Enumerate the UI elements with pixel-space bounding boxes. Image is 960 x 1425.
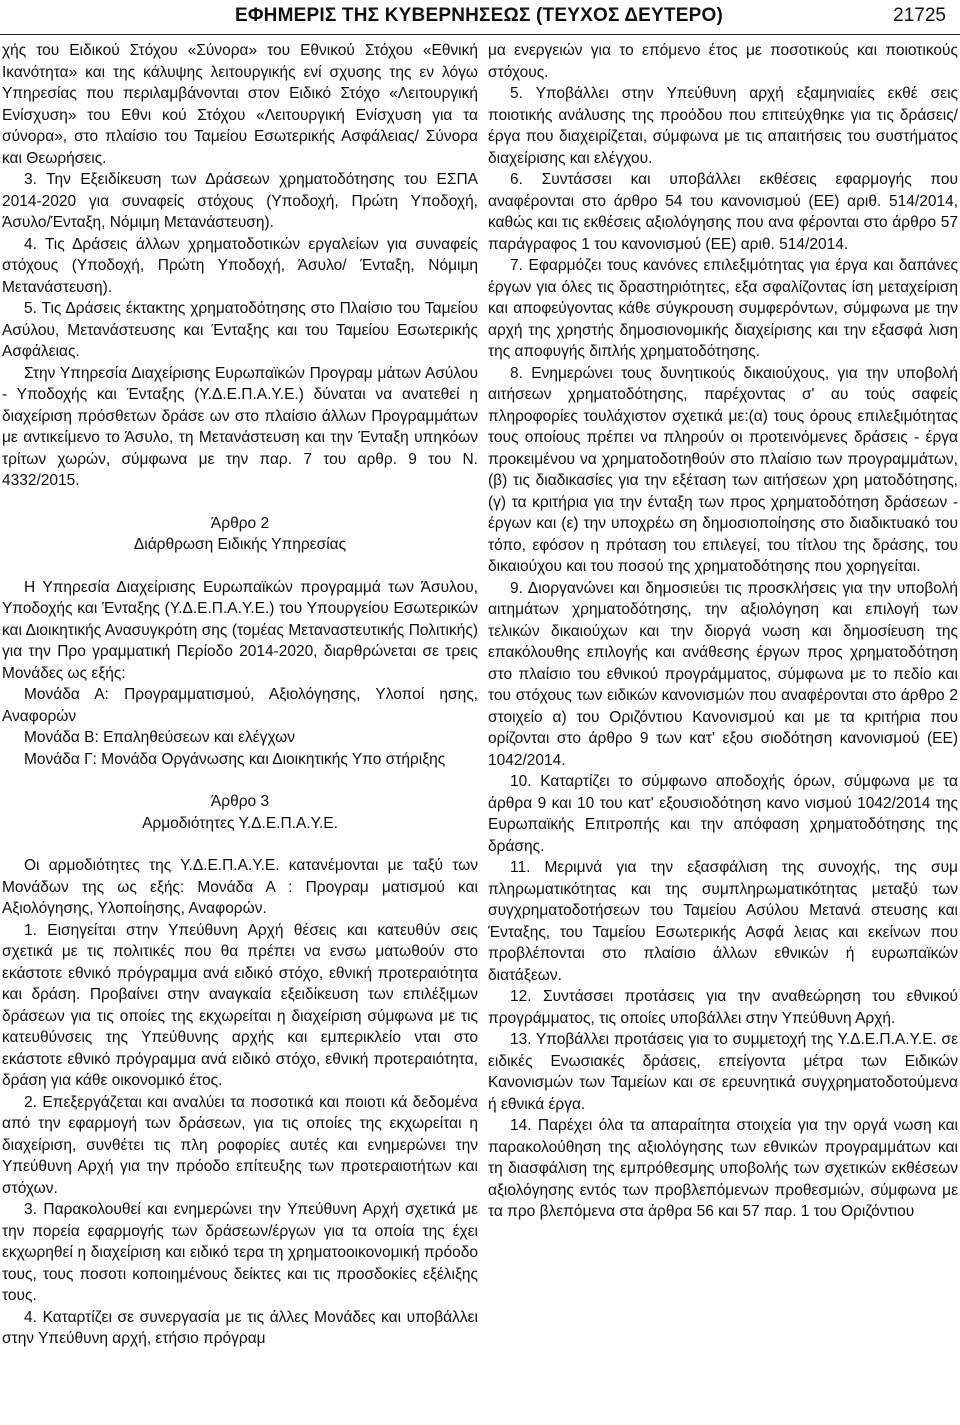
paragraph: 3. Την Εξειδίκευση των Δράσεων χρηματοδότησης του ΕΣΠΑ 2014-2020 για συναφείς στόχους (Υποδοχή, Πρώτη Υποδοχή, Άσυλο/Ένταξη, Νόμιμη Μετανάστευση). [2,171,478,231]
paragraph: 6. Συντάσσει και υποβάλλει εκθέσεις εφαρμογής που αναφέρονται στο άρθρο 54 του κανονισμού (ΕΕ) αριθ. 514/2014, καθώς και τις εκθέσεις αξιολόγησης που ανα φέρονται στο άρθρο 57 παράγραφος 1 του κανονισμού (ΕΕ) αριθ. 514/2014. [488,171,958,253]
paragraph: 12. Συντάσσει προτάσεις για την αναθεώρηση του εθνικού προγράμματος, τις οποίες υποβάλλει στην Υπεύθυνη Αρχή. [488,988,958,1027]
paragraph: 14. Παρέχει όλα τα απαραίτητα στοιχεία για την οργά νωση και παρακολούθηση της αξιολόγησης των εθνικών προγραμμάτων και τη διασφάλιση της εμπρόθεσμης υποβολής των σχετικών εκθέσεων αξιολόγησης εντός των προβλεπόμενων προθεσμιών, σύμφωνα με τα προ βλεπόμενα στα άρθρα 56 και 57 παρ. 1 του Οριζόντιου [488,1117,958,1220]
page-header [0,0,960,34]
paragraph: 4. Τις Δράσεις άλλων χρηματοδοτικών εργαλείων για συναφείς στόχους (Υποδοχή, Πρώτη Υποδοχή, Άσυλο/ Ένταξη, Νόμιμη Μετανάστευση). [2,235,478,296]
paragraph: 8. Ενημερώνει τους δυνητικούς δικαιούχους, για την υποβολή αιτήσεων χρηματοδότησης, παρέχοντας σ' αυ τούς σαφείς πληροφορίες τουλάχιστον σχετικά με:(α) τους όρους επιλεξιμότητας τους οποίους πρέπει να πληρούν οι προτεινόμενες δράσεις - έργα προκειμένου να χρηματοδοτηθούν στο πλαίσιο των προγραμμάτων, (β) τις διαδικασίες για την εξέταση των αιτήσεων χρη ματοδότησης, (γ) τα κριτήρια για την ένταξη των προς χρηματοδότηση δράσεων - έργων και (ε) την υποχρέω ση δημοσιοποίησης στο διαδικτυακό του τόπο, εφόσον η πρόταση του επιλεγεί, του τίτλου της δράσης, του δικαιούχου και του ποσού της χρηματοδότησης που χορηγείται. [488,364,958,575]
header-rule [0,34,960,35]
article-2-subtitle: Διάρθρωση Ειδικής Υπηρεσίας [133,536,347,553]
paragraph: Στην Υπηρεσία Διαχείρισης Ευρωπαϊκών Προγραμ μάτων Ασύλου - Υποδοχής και Ένταξης (Υ.Δ.Ε.Π.Α.Υ.Ε.) δύναται να ανατεθεί η διαχείριση πρόσθετων δράσε ων στο πλαίσιο άλλων Προγραμμάτων με αντικείμενο το Άσυλο, τη Μετανάστευση και την Ένταξη υπηκόων τρίτων χωρών, σύμφωνα με την παρ. 7 του αρθρ. 9 του Ν. 4332/2015. [2,364,478,489]
paragraph: 10. Καταρτίζει το σύμφωνο αποδοχής όρων, σύμφωνα με τα άρθρα 9 και 10 του κατ' εξουσιοδότηση κανο νισμού 1042/2014 της Ευρωπαϊκής Επιτροπής και την απόφαση χρηματοδότησης της δράσης. [488,773,958,855]
article-3-title: Άρθρο 3 [210,793,270,810]
paragraph: 11. Μεριμνά για την εξασφάλιση της συνοχής, της συμ πληρωματικότητας και της συμπληρωματικότητας μεταξύ των συγχρηματοδοτήσεων του Ταμείου Ασύλου Μετανά στευσης και Ένταξης, του Ταμείου Εσωτερικής Ασφά λειας και εκείνων που προβλέπονται στο πλαίσιο άλλων εθνικών ή ευρωπαϊκών διατάξεων. [488,859,958,984]
left-column [2,40,478,1350]
paragraph: μα ενεργειών για το επόμενο έτος με ποσοτικούς και ποιοτικούς στόχους. [488,42,958,81]
paragraph: 7. Εφαρμόζει τους κανόνες επιλεξιμότητας για έργα και δαπάνες έργων για όλες τις δραστηριότητες, εξα σφαλίζοντας ίση μεταχείριση και αποφεύγοντας κάθε σύγκρουση συμφερόντων, σύμφωνα με την αρχή της χρηστής δημοσιονομικής διαχείρισης και την εξασφά λιση της αποφυγής διπλής χρηματοδότησης. [488,257,958,360]
paragraph: Μονάδα Γ: Μονάδα Οργάνωσης και Διοικητικής Υπο στήριξης [24,750,446,768]
right-column [488,40,958,1223]
paragraph: 5. Τις Δράσεις έκτακτης χρηματοδότησης στο Πλαίσιο του Ταμείου Ασύλου, Μετανάστευσης και Ένταξης και του Ταμείου Εσωτερικής Ασφάλειας. [2,300,478,360]
gazette-title: ΕΦΗΜΕΡΙΣ ΤΗΣ ΚΥΒΕΡΝΗΣΕΩΣ (ΤΕΥΧΟΣ ΔΕΥΤΕΡΟ) [235,5,723,26]
article-3-subtitle: Αρμοδιότητες Υ.Δ.Ε.Π.Α.Υ.Ε. [142,814,338,832]
paragraph: χής του Ειδικού Στόχου «Σύνορα» του Εθνικού Στόχου «Εθνική Ικανότητα» και της κάλυψης λειτουργικής ενί σχυσης της εν λόγω Υπηρεσίας που περιλαμβάνονται στον Ειδικό Στόχο «Λειτουργική Ενίσχυση» του Εθνι κού Στόχου «Λειτουργική Ενίσχυση για τα σύνορα», στο πλαίσιο του Ταμείου Εσωτερικής Ασφάλειας/ Σύνορα και Θεωρήσεις. [2,42,478,167]
paragraph: Οι αρμοδιότητες της Υ.Δ.Ε.Π.Α.Υ.Ε. κατανέμονται με ταξύ των Μονάδων της ως εξής: Μονάδα Α : Προγραμ ματισμού και Αξιολόγησης, Υλοποίησης, Αναφορών. [2,857,478,917]
page-number: 21725 [893,5,946,26]
paragraph: 3. Παρακολουθεί και ενημερώνει την Υπεύθυνη Αρχή σχετικά με την πορεία εφαρμογής των δράσεων/έργων για τα οποία της έχει εκχωρηθεί η διαχείριση και ειδικό τερα τη χρηματοοικονομική πρόοδο τους, τους ποσοτι κοποιημένους δείκτες και τις προσδοκίες εξέλιξης τους. [2,1201,478,1304]
paragraph: 2. Επεξεργάζεται και αναλύει τα ποσοτικά και ποιοτι κά δεδομένα από την εφαρμογή των δράσεων, για τις οποίες της εκχωρείται η διαχείριση, συνθέτει τις πλη ροφορίες αυτές και ενημερώνει την Υπεύθυνη Αρχή για την πρόοδο επίτευξης των προτεραιοτήτων και στόχων. [2,1093,478,1197]
article-2-title: Άρθρο 2 [210,514,270,532]
paragraph: Η Υπηρεσία Διαχείρισης Ευρωπαϊκών προγραμμά των Άσυλου, Υποδοχής και Ένταξης (Υ.Δ.Ε.Π.Α.Υ.Ε.) του Υπουργείου Εσωτερικών και Διοικητικής Ανασυγκρότη σης (τομέας Μεταναστευτικής Πολιτικής) για την Προ γραμματική Περίοδο 2014-2020, διαρθρώνεται σε τρεις Μονάδες ως εξής: [2,578,478,682]
paragraph: Μονάδα Β: Επαληθεύσεων και ελέγχων [24,729,296,746]
paragraph: 4. Καταρτίζει σε συνεργασία με τις άλλες Μονάδες και υποβάλλει στην Υπεύθυνη αρχή, ετήσιο πρόγραμ [2,1308,478,1347]
paragraph: 13. Υποβάλλει προτάσεις για το συμμετοχή της Υ.Δ.Ε.Π.Α.Υ.Ε. σε ειδικές Ενωσιακές δράσεις, επείγοντα μέτρα των Ειδικών Κανονισμών των Ταμείων και σε ερευνητικά συγχρηματοδοτούμενα ή εθνικά έργα. [488,1031,958,1113]
paragraph: Μονάδα Α: Προγραμματισμού, Αξιολόγησης, Υλοποί ησης, Αναφορών [2,686,478,725]
paragraph: 1. Εισηγείται στην Υπεύθυνη Αρχή θέσεις και κατευθύν σεις σχετικά με τις πολιτικές που θα πρέπει να ενσω ματωθούν στο εκάστοτε εθνικό πρόγραμμα ανά ειδικό στόχο, εθνική προτεραιότητα και δράση. Προβαίνει στην αναγκαία εξειδίκευση των επιλέξιμων δράσεων για τις οποίες της εκχωρείται η διαχείριση σύμφωνα με τις κατευθύνσεις της Υπεύθυνης αρχής και εμπερικλείο νται στο εκάστοτε εθνικό πρόγραμμα ανά ειδικό στόχο, εθνική προτεραιότητα, δράση για κάθε οικονομικό έτος. [2,921,478,1089]
paragraph: 5. Υποβάλλει στην Υπεύθυνη αρχή εξαμηνιαίες εκθέ σεις ποιοτικής ανάλυσης της προόδου που επιτεύχθηκε για τις δράσεις/έργα που διαχειρίζεται, σύμφωνα με τις απαιτήσεις του συστήματος διαχείρισης και ελέγχου. [488,85,958,167]
paragraph: 9. Διοργανώνει και δημοσιεύει τις προσκλήσεις για την υποβολή αιτημάτων χρηματοδότησης, την αξιολόγηση και επιλογή των τελικών δικαιούχων και την διοργά νωση και δημοσίευση της επακόλουθης επιλογής και ανάθεσης έργων προς χρηματοδότηση στο πλαίσιο του εθνικού προγράμματος, σύμφωνα με το πεδίο και του στόχους των ειδικών κανονισμών που αναφέρονται στο άρθρο 2 στοιχείο α) του Οριζόντιου Κανονισμού και με τα κριτήρια που ορίζονται στο άρθρο 9 των κατ' εξου σιοδότηση κανονισμού (ΕΕ) 1042/2014. [488,579,958,769]
